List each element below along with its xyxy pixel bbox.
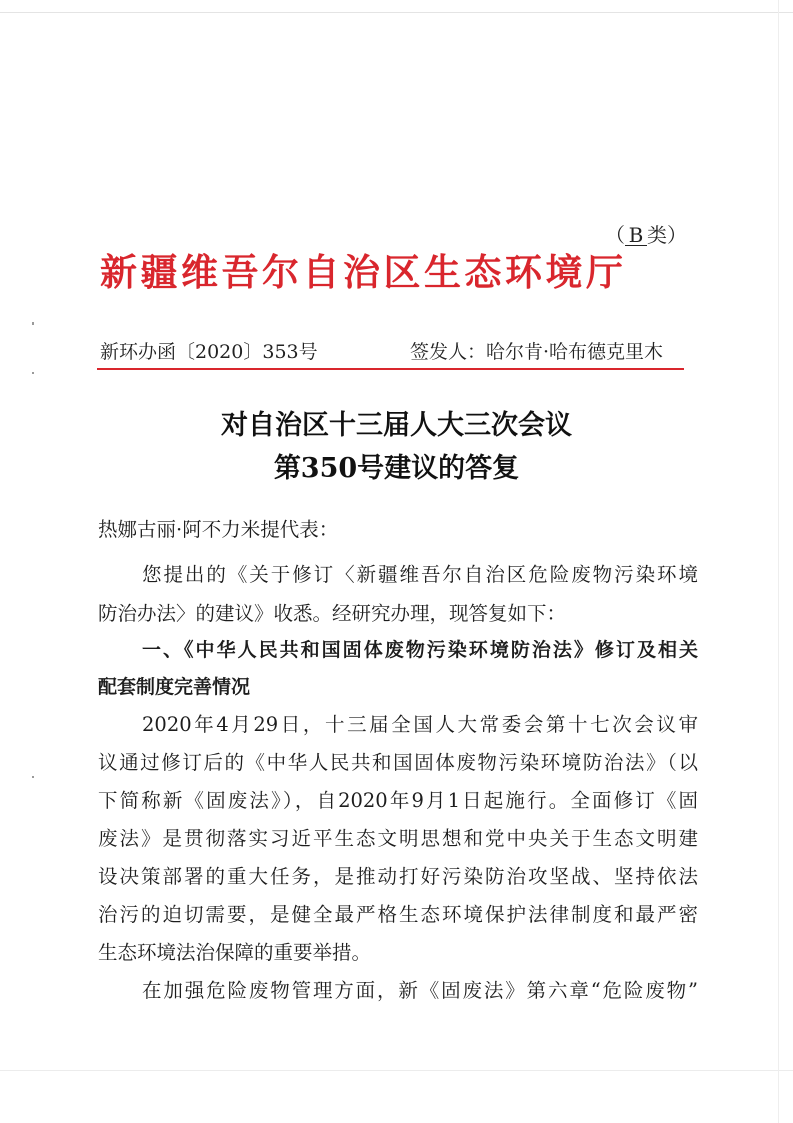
intro-line: 您提出的《关于修订〈新疆维吾尔自治区危险废物污染环境 bbox=[142, 563, 698, 586]
category-suffix: 类） bbox=[647, 223, 687, 247]
category-letter: B bbox=[625, 225, 647, 246]
doc-number: 新环办函〔2020〕353号 bbox=[100, 341, 318, 363]
doc-title-line2: 第350号建议的答复 bbox=[273, 453, 520, 484]
body-line: 生态环境法治保障的重要举措。 bbox=[98, 941, 372, 964]
body-line: 治污的迫切需要，是健全最严格生态环境保护法律制度和最严密 bbox=[98, 903, 698, 926]
scan-speck bbox=[32, 776, 34, 778]
body-line: 废法》是贯彻落实习近平生态文明思想和党中央关于生态文明建 bbox=[98, 827, 698, 850]
signer: 签发人：哈尔肯·哈布德克里木 bbox=[410, 341, 664, 363]
scan-edge-top bbox=[0, 12, 793, 13]
body-line: 2020年4月29日，十三届全国人大常委会第十七次会议审 bbox=[142, 713, 698, 736]
red-divider bbox=[97, 368, 684, 370]
scan-speck bbox=[32, 322, 34, 325]
body-line: 下简称新《固废法》），自2020年9月1日起施行。全面修订《固 bbox=[98, 789, 698, 812]
agency-name: 新疆维吾尔自治区生态环境厅 bbox=[100, 251, 627, 294]
section-heading: 一、《中华人民共和国固体废物污染环境防治法》修订及相关 bbox=[142, 639, 698, 661]
scan-speck bbox=[32, 372, 34, 374]
body-line: 设决策部署的重大任务，是推动打好污染防治攻坚战、坚持依法 bbox=[98, 865, 698, 888]
doc-title-line1: 对自治区十三届人大三次会议 bbox=[221, 410, 572, 441]
scan-edge-right bbox=[778, 0, 779, 1123]
scan-edge-bottom bbox=[0, 1070, 793, 1071]
category-open: （ bbox=[605, 223, 625, 247]
body-line: 在加强危险废物管理方面，新《固废法》第六章“危险废物” bbox=[142, 979, 698, 1002]
salutation: 热娜古丽·阿不力米提代表： bbox=[98, 518, 339, 541]
section-heading: 配套制度完善情况 bbox=[98, 676, 251, 698]
intro-line: 防治办法〉的建议》收悉。经研究办理，现答复如下： bbox=[98, 602, 567, 625]
body-line: 议通过修订后的《中华人民共和国固体废物污染环境防治法》（以 bbox=[98, 751, 698, 774]
